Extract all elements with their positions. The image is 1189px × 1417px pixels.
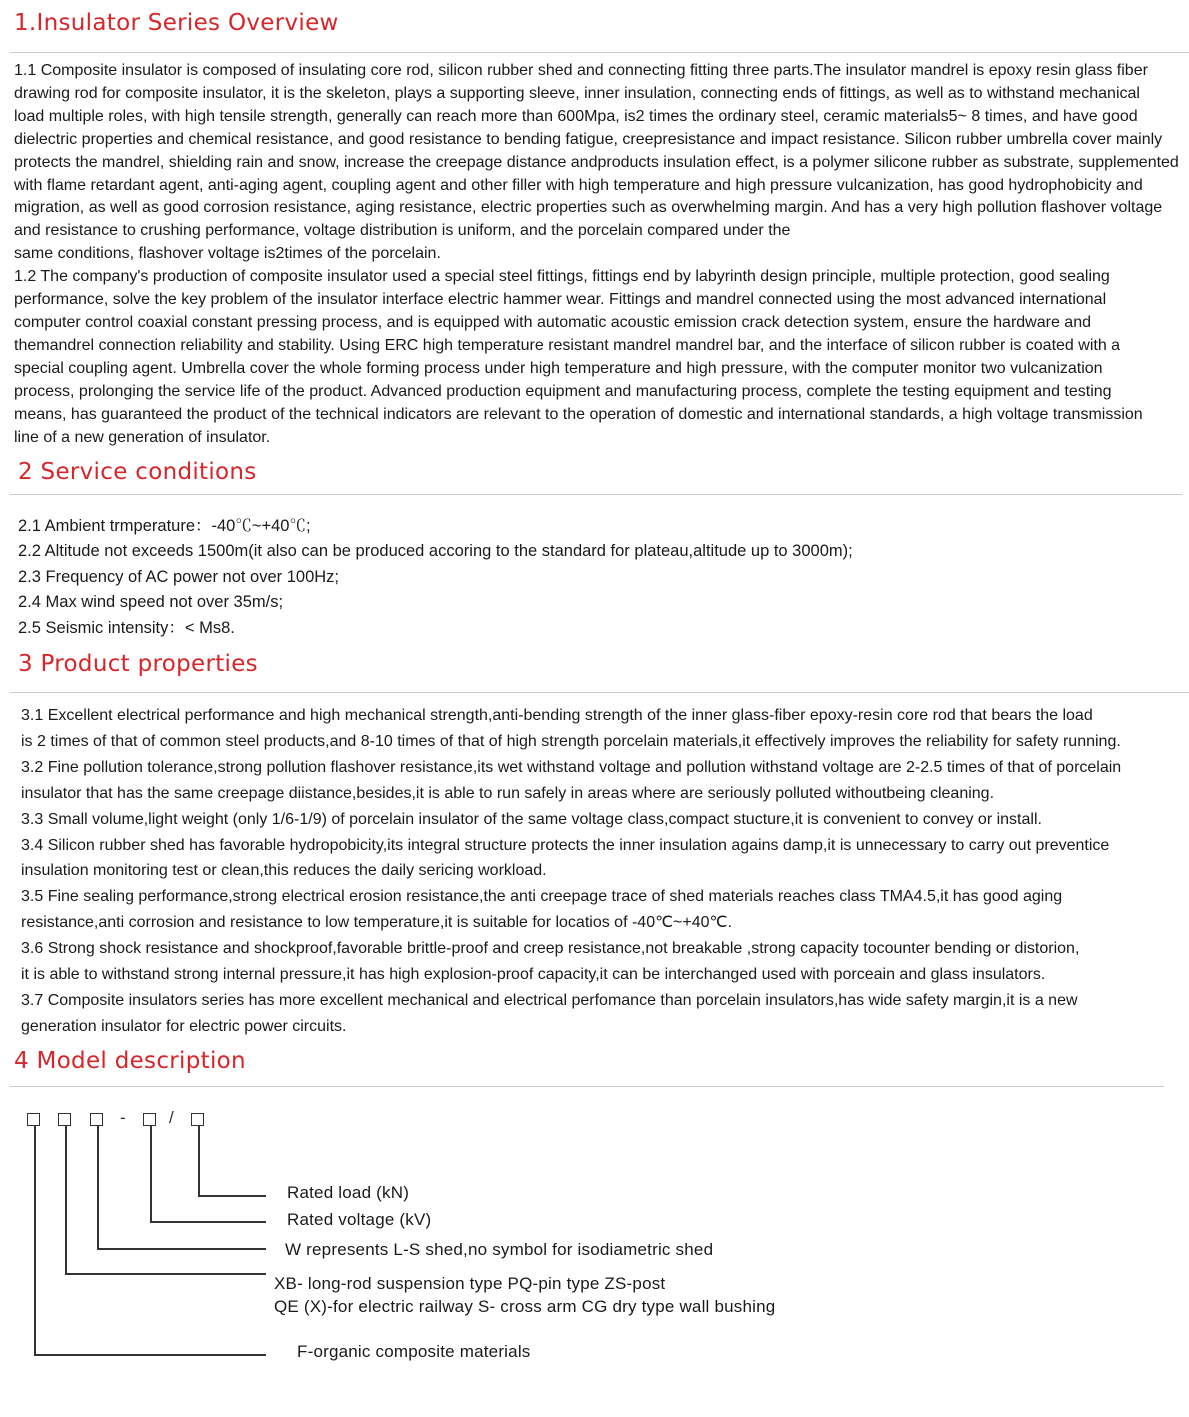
section-3-body xyxy=(21,703,1121,1040)
connector-line xyxy=(150,1126,152,1222)
section-1-line: migration, as well as good corrosion resistance, aging resistance, electric properties such as overwhelming margin. And has a very high pollution flashover voltage xyxy=(14,199,1163,217)
service-condition-item: 2.5 Seismic intensity：< Ms8. xyxy=(18,618,235,637)
section-1-line: drawing rod for composite insulator, it is the skeleton, plays a supporting sleeve, inner insulation, connecting ends of fittings, as well as to withstand mechanical xyxy=(14,84,1140,102)
connector-line xyxy=(65,1273,266,1275)
model-code-dash: - xyxy=(120,1108,126,1127)
section-1-line: means, has guaranteed the product of the technical indicators are relevant to the operation of domestic and international standards, a high voltage transmission xyxy=(14,405,1143,423)
section-3-divider xyxy=(10,692,1189,693)
property-line: 3.2 Fine pollution tolerance,strong pollution flashover resistance,its wet withstand voltage and pollution withstand voltage are 2-2.5 times of that of porcelain xyxy=(21,758,1122,776)
section-1-line: dielectric properties and chemical resistance, and good resistance to bending fatigue, creepresistance and impact resistance. Silicon rubber umbrella cover mainly xyxy=(14,130,1163,148)
section-1-line: with flame retardant agent, anti-aging agent, coupling agent and other filler with high temperature and high pressure vulcanization, has good hydrophobicity and xyxy=(14,176,1143,194)
connector-line xyxy=(97,1248,266,1250)
property-line: 3.5 Fine sealing performance,strong electrical erosion resistance,the anti creepage trace of shed materials reaches class TMA4.5,it has good aging xyxy=(21,888,1063,906)
legend-rated-voltage: Rated voltage (kV) xyxy=(287,1210,432,1229)
section-1-line: performance, solve the key problem of the insulator interface electric hammer wear. Fittings and mandrel connected using the most advanced international xyxy=(14,291,1107,309)
legend-insulator-type-1: XB- long-rod suspension type PQ-pin type ZS-post xyxy=(274,1274,666,1293)
section-1-title: 1.Insulator Series Overview xyxy=(14,10,339,36)
service-condition-item: 2.3 Frequency of AC power not over 100Hz; xyxy=(18,567,340,586)
section-1-line: computer control coaxial constant pressing process, and is equipped with automatic acoustic emission crack detection system, ensure the hardware and xyxy=(14,313,1091,331)
section-1-line: protects the mandrel, shielding rain and snow, increase the creepage distance andproducts insulation effect, is a polymer silicone rubber as substrate, supplemented xyxy=(14,153,1179,171)
section-4-title: 4 Model description xyxy=(14,1048,246,1074)
connector-line xyxy=(34,1126,36,1355)
property-line: 3.7 Composite insulators series has more excellent mechanical and electrical perfomance than porcelain insulators,has wide safety margin,it is a new xyxy=(21,991,1078,1009)
connector-line xyxy=(198,1126,200,1196)
section-1-line: and resistance to crushing performance, voltage distribution is uniform, and the porcelain compared under the xyxy=(14,222,791,240)
connector-line xyxy=(65,1126,67,1274)
property-line: 3.6 Strong shock resistance and shockproof,favorable brittle-proof and creep resistance,not breakable ,strong capacity tocounter bending or distorion, xyxy=(21,940,1080,958)
property-line: generation insulator for electric power circuits. xyxy=(21,1017,347,1035)
property-line: 3.3 Small volume,light weight (only 1/6-1/9) of porcelain insulator of the same voltage class,compact stucture,it is convenient to convey or install. xyxy=(21,810,1042,828)
section-1-line: 1.2 The company's production of composite insulator used a special steel fittings, fittings end by labyrinth design principle, multiple protection, good sealing xyxy=(14,268,1110,286)
connector-line xyxy=(150,1221,266,1223)
model-code-box xyxy=(58,1113,71,1126)
property-line: insulation monitoring test or clean,this reduces the daily sericing workload. xyxy=(21,862,547,880)
model-code-box xyxy=(90,1113,103,1126)
section-1-line: load multiple roles, with high tensile strength, generally can reach more than 600Mpa, is2 times the ordinary steel, ceramic materials5~ 8 times, and have good xyxy=(14,107,1138,125)
model-code-slash: / xyxy=(169,1108,174,1127)
section-1-line: themandrel connection reliability and stability. Using ERC high temperature resistant mandrel mandrel bar, and the interface of silicon rubber is coated with a xyxy=(14,336,1121,354)
section-1-body xyxy=(14,60,1182,449)
connector-line xyxy=(34,1354,266,1356)
model-code-box xyxy=(143,1113,156,1126)
section-2-divider xyxy=(10,494,1182,495)
service-condition-item: 2.1 Ambient trmperature：-40℃~+40℃; xyxy=(18,517,311,535)
legend-material: F-organic composite materials xyxy=(297,1342,531,1361)
section-4-divider xyxy=(10,1086,1164,1087)
connector-line xyxy=(97,1126,99,1249)
section-1-line: special coupling agent. Umbrella cover the whole forming process under high temperature and high pressure, with the computer monitor two vulcanization xyxy=(14,359,1103,377)
section-1-line: process, prolonging the service life of the product. Advanced production equipment and manufacturing process, complete the testing equipment and testing xyxy=(14,382,1112,400)
property-line: is 2 times of that of common steel products,and 8-10 times of that of high strength porcelain materials,it effectively improves the reliability for safety running. xyxy=(21,732,1121,750)
section-3-title: 3 Product properties xyxy=(18,651,258,677)
section-1-line: 1.1 Composite insulator is composed of insulating core rod, silicon rubber shed and connecting fitting three parts.The insulator mandrel is epoxy resin glass fiber xyxy=(14,62,1148,79)
service-condition-item: 2.2 Altitude not exceeds 1500m(it also can be produced accoring to the standard for plateau,altitude up to 3000m); xyxy=(18,542,853,561)
property-line: it is able to withstand strong internal pressure,it has high explosion-proof capacity,it can be interchanged used with porceain and glass insulators. xyxy=(21,966,1046,984)
model-code-box xyxy=(191,1113,204,1126)
service-condition-item: 2.4 Max wind speed not over 35m/s; xyxy=(18,593,284,612)
legend-insulator-type-2: QE (X)-for electric railway S- cross arm CG dry type wall bushing xyxy=(274,1297,776,1316)
section-2-body xyxy=(18,514,853,641)
property-line: resistance,anti corrosion and resistance to low temperature,it is suitable for locatios of -40℃~+40℃. xyxy=(21,914,732,932)
legend-rated-load: Rated load (kN) xyxy=(287,1183,410,1202)
property-line: insulator that has the same creepage diistance,besides,it is able to run safely in areas where are seriously polluted withoutbeing cleaning. xyxy=(21,784,995,802)
section-2-title: 2 Service conditions xyxy=(18,459,257,485)
model-code-box xyxy=(27,1113,40,1126)
legend-shed-type: W represents L-S shed,no symbol for isodiametric shed xyxy=(285,1240,714,1259)
connector-line xyxy=(198,1195,266,1197)
section-1-line: same conditions, flashover voltage is2times of the porcelain. xyxy=(14,245,441,263)
property-line: 3.1 Excellent electrical performance and high mechanical strength,anti-bending strength of the inner glass-fiber epoxy-resin core rod that bears the load xyxy=(21,707,1093,724)
section-1-line: line of a new generation of insulator. xyxy=(14,428,271,446)
property-line: 3.4 Silicon rubber shed has favorable hydropobicity,its integral structure protects the inner insulation agains damp,it is unnecessary to carry out preventice xyxy=(21,836,1110,854)
section-1-divider xyxy=(10,52,1189,53)
